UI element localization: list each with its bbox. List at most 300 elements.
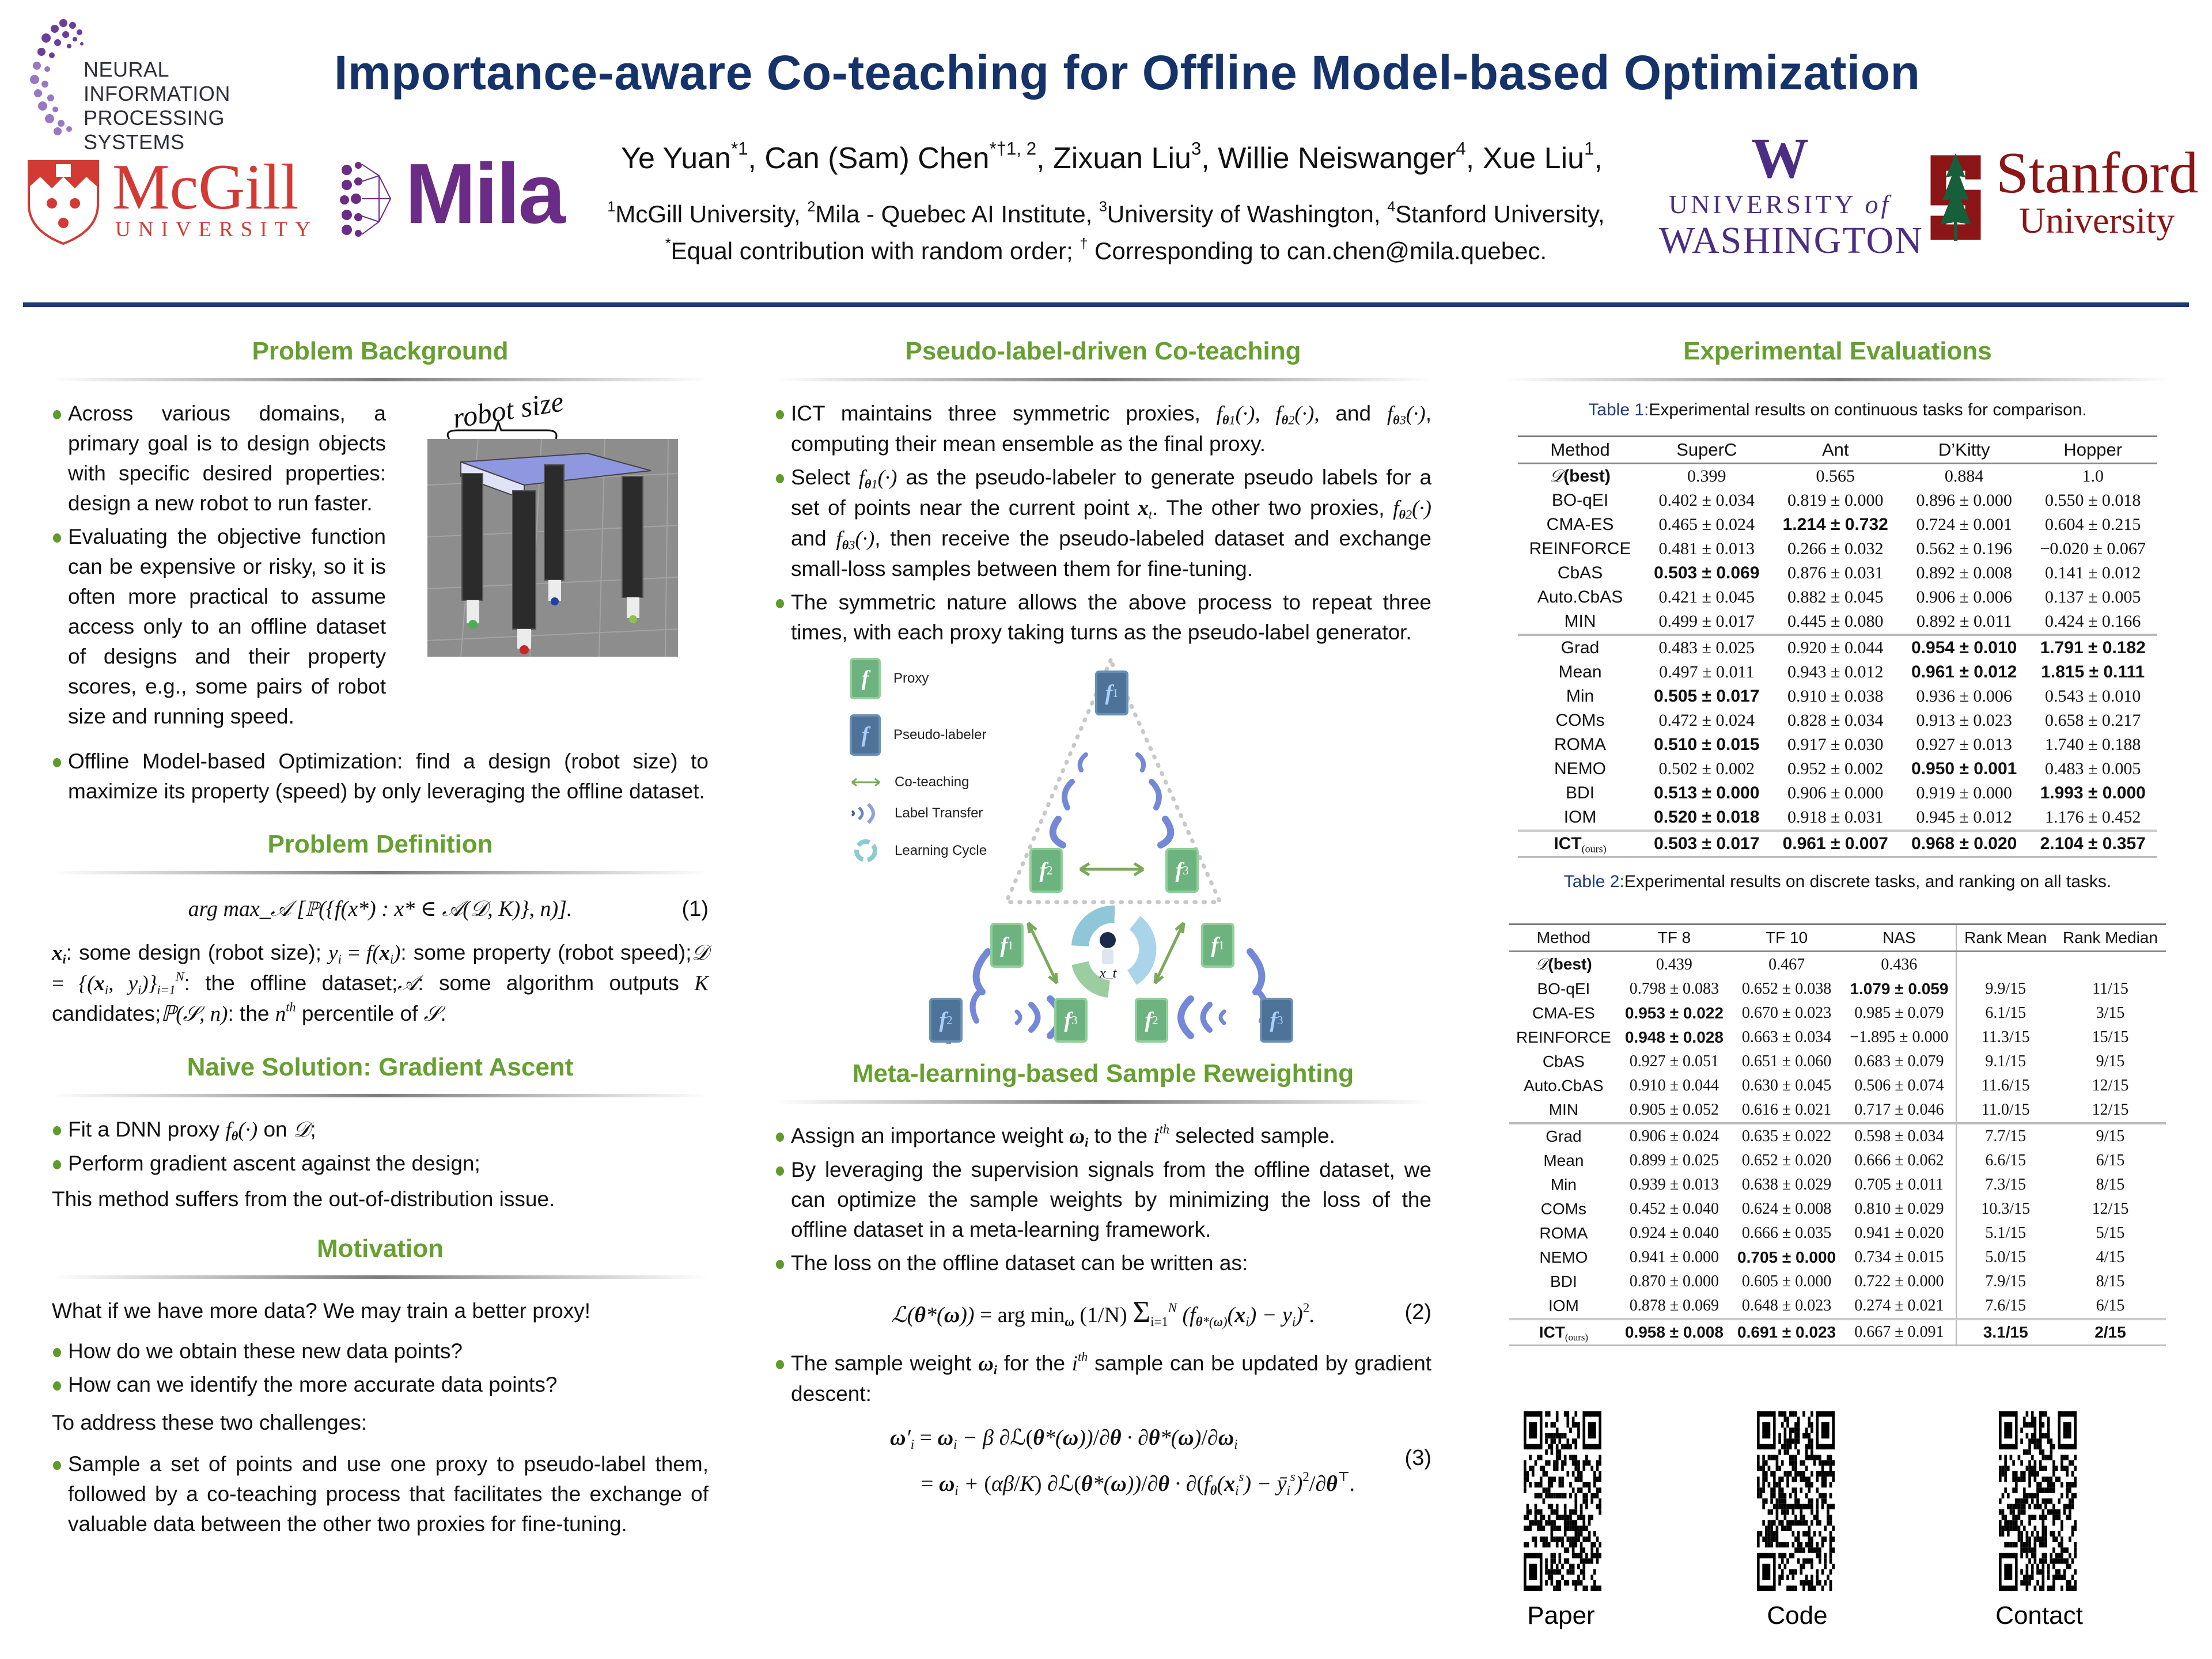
bullet-item: Evaluating the objective function can be expensive or risky, so it is often more practical to assume access only to an offline dataset of designs and their property scores, e.g., some pairs of robot size and running speed. [52, 522, 386, 732]
value-cell: 0.651 ± 0.060 [1741, 1052, 1832, 1070]
method-cell: CbAS [1557, 563, 1603, 582]
proxy-f1-right: f 1 [1201, 923, 1234, 968]
legend-pseudo-labeler: f Pseudo-labeler [850, 714, 986, 756]
value-cell: 7.9/15 [1956, 1270, 2055, 1294]
neurips-line1: NEURAL INFORMATION [84, 58, 230, 105]
bullet-item: Assign an importance weight $\omega_i$ to the $i^{th}$ selected sample. [775, 1121, 1431, 1152]
value-cell: 9/15 [2096, 1052, 2125, 1070]
value-cell: 0.936 ± 0.006 [1916, 687, 2012, 706]
method-cell: MIN [1564, 612, 1596, 631]
uw-mark: W [1751, 126, 1809, 190]
method-cell: Grad [1509, 1123, 1618, 1149]
table-row [1518, 537, 2157, 561]
column-header: TF 8 [1618, 925, 1730, 952]
bullet-item: Fit a DNN proxy $f_\theta(\cdot)$ on 𝒟; [52, 1115, 709, 1145]
method-cell: Min [1566, 687, 1594, 706]
value-cell: 0.734 ± 0.015 [1854, 1248, 1944, 1266]
proxy-f1-left: f 1 [990, 923, 1024, 968]
value-cell: 0.950 ± 0.001 [1911, 759, 2017, 778]
value-cell: 0.945 ± 0.012 [1916, 808, 2012, 827]
value-cell: 6.6/15 [1956, 1149, 2055, 1173]
value-cell: 12/15 [2092, 1101, 2129, 1119]
value-cell: 0.910 ± 0.044 [1629, 1077, 1719, 1094]
uw-logo [1659, 126, 1923, 262]
value-cell: −0.020 ± 0.067 [2040, 539, 2146, 558]
section-title: Motivation [317, 1234, 444, 1263]
value-cell: 0.917 ± 0.030 [1787, 735, 1884, 754]
equation-2: ℒ(θ*(ω)) = arg $\min_\omega (1/N)$ $\Sigma_{i=1}^N$ $(f_{\theta*(\omega)}(x_i) - y_i)^2$. (2) [775, 1286, 1431, 1338]
value-cell: 0.691 ± 0.023 [1730, 1319, 1843, 1346]
method-cell: 𝒟(best) [1535, 955, 1592, 974]
value-cell: 0.141 ± 0.012 [2044, 563, 2141, 582]
value-cell: 1.791 ± 0.182 [2028, 635, 2157, 660]
value-cell: 0.941 ± 0.020 [1854, 1224, 1944, 1242]
section-title: Problem Background [252, 337, 509, 365]
method-cell: NEMO [1539, 1248, 1588, 1266]
value-cell: 1.815 ± 0.111 [2041, 662, 2145, 681]
bullet-item: The sample weight $\omega_i$ for the $i^{th}$ sample can be updated by gradient descent: [775, 1349, 1431, 1409]
section-divider [775, 1100, 1431, 1104]
method-cell: COMs [1540, 1200, 1587, 1218]
table-row [1509, 952, 2166, 978]
value-cell: 0.565 [1816, 467, 1855, 486]
value-cell: 0.445 ± 0.080 [1787, 612, 1884, 631]
value-cell [2055, 952, 2166, 978]
value-cell: 0.941 ± 0.000 [1629, 1248, 1719, 1266]
value-cell: 0.666 ± 0.062 [1854, 1152, 1944, 1169]
value-cell: 0.954 ± 0.010 [1900, 635, 2028, 660]
value-cell: 3.1/15 [1956, 1319, 2055, 1346]
table-row [1509, 1149, 2166, 1173]
section-title: Meta-learning-based Sample Reweighting [852, 1059, 1354, 1088]
value-cell: 3/15 [2096, 1004, 2125, 1022]
affiliation-list: $^1$McGill University, $^2$Mila - Quebec AI Institute, $^3$University of Washington, $^4$Stanford University, [607, 199, 1605, 228]
value-cell: 0.550 ± 0.018 [2044, 491, 2141, 510]
method-cell: ROMA [1539, 1224, 1588, 1242]
equal-contribution-note: Equal contribution with random order; [671, 237, 1073, 264]
affiliation: McGill University [615, 200, 794, 228]
table-row [1509, 1050, 2166, 1074]
value-cell: 0.798 ± 0.083 [1629, 980, 1719, 998]
affiliation: Mila - Quebec AI Institute [815, 200, 1086, 228]
current-point-label: x_t [1100, 966, 1117, 981]
table-row [1518, 733, 2157, 757]
value-cell: 0.910 ± 0.038 [1787, 687, 1884, 706]
method-cell: CMA-ES [1532, 1004, 1595, 1022]
table-continuous-results [1518, 435, 2157, 858]
section-divider [52, 1094, 709, 1097]
legend-coteaching: Co-teaching [850, 774, 969, 790]
bullet-item: The loss on the offline dataset can be written as: [775, 1248, 1431, 1278]
value-cell: 0.472 ± 0.024 [1658, 711, 1755, 730]
code-qr-code[interactable] [1757, 1411, 1835, 1591]
section-title: Pseudo-label-driven Co-teaching [905, 337, 1301, 365]
value-cell: 0.467 [1768, 955, 1805, 974]
value-cell: 0.658 ± 0.217 [2044, 711, 2141, 730]
poster-title: Importance-aware Co-teaching for Offline Model-based Optimization [334, 46, 1921, 100]
value-cell: 0.439 [1656, 955, 1692, 974]
reweighting-section [775, 1056, 1431, 1513]
table-row [1509, 1098, 2166, 1123]
equation-3: $\omega'_i = \omega_i - \beta$ ∂ℒ(θ*(ω))/∂θ · $\partial\theta*(\omega)/\partial\omega_i$ = $\omega_i + (\alpha\beta/K)$ ∂ℒ(θ*(ω))/∂θ · $\partial(f_\theta(x_i^s)$ − $ȳ_i^s)^2/\partial\theta^⊤$. (3) [890, 1426, 1431, 1498]
affiliation: Stanford University [1395, 200, 1598, 228]
stanford-sub: University [2019, 200, 2175, 241]
column-header: TF 10 [1730, 925, 1843, 952]
table2-caption: Table 2:Experimental results on discrete tasks, and ranking on all tasks. [1563, 872, 2112, 891]
corresponding-note: Corresponding to can.chen@mila.quebec. [1094, 237, 1547, 264]
value-cell: 4/15 [2096, 1248, 2125, 1266]
value-cell: 0.652 ± 0.020 [1741, 1152, 1832, 1169]
value-cell: 0.481 ± 0.013 [1658, 539, 1755, 558]
column-header: Hopper [2028, 437, 2157, 464]
table-row [1518, 464, 2157, 489]
method-cell: $ICT_{(ours)}$ [1518, 831, 1642, 857]
section-divider [1503, 378, 2172, 381]
value-cell: 0.961 ± 0.007 [1771, 831, 1900, 857]
value-cell: 5.1/15 [1956, 1221, 2055, 1245]
mcgill-logo [26, 151, 318, 245]
bullet-item: The symmetric nature allows the above process to repeat three times, with each proxy taking turns as the pseudo-label generator. [775, 588, 1431, 647]
value-cell: 0.899 ± 0.025 [1629, 1152, 1719, 1169]
table-row [1518, 831, 2157, 857]
bullet-item: ICT maintains three symmetric proxies, $f_{\theta 1}(\cdot)$, $f_{\theta 2}(\cdot)$, and $f_{\theta 3}(\cdot)$, computing their mean ensemble as the final proxy. [775, 399, 1431, 459]
method-cell: MIN [1548, 1101, 1579, 1119]
table-row [1518, 609, 2157, 635]
problem-definition-section [52, 827, 709, 1029]
column-header: Method [1509, 925, 1618, 952]
table-row [1518, 781, 2157, 805]
table-row [1509, 1123, 2166, 1149]
value-cell: 0.961 ± 0.012 [1911, 662, 2017, 681]
value-cell: 6.1/15 [1956, 1001, 2055, 1025]
value-cell: 0.137 ± 0.005 [2044, 588, 2141, 607]
method-cell: Min [1550, 1176, 1577, 1194]
table-row [1509, 1245, 2166, 1270]
value-cell: 0.943 ± 0.012 [1787, 662, 1884, 681]
value-cell: 11.0/15 [1956, 1098, 2055, 1123]
equation-number: (1) [681, 897, 709, 921]
author: Xue Liu$^1$ [1482, 138, 1594, 175]
value-cell: 0.892 ± 0.008 [1916, 563, 2012, 582]
value-cell: 0.503 ± 0.017 [1642, 831, 1771, 857]
motivation-section [52, 1232, 709, 1539]
poster-header [0, 0, 2212, 300]
neurips-logo [29, 17, 317, 154]
value-cell: 0.520 ± 0.018 [1654, 808, 1760, 827]
value-cell: 0.616 ± 0.021 [1741, 1101, 1832, 1119]
table-row [1509, 1074, 2166, 1098]
value-cell: 0.513 ± 0.000 [1654, 783, 1760, 802]
value-cell: 0.483 ± 0.005 [2044, 759, 2141, 778]
value-cell: 0.638 ± 0.029 [1741, 1176, 1832, 1194]
value-cell: 8/15 [2096, 1176, 2125, 1194]
value-cell: 0.906 ± 0.024 [1618, 1123, 1730, 1149]
value-cell: 0.421 ± 0.045 [1658, 588, 1755, 607]
value-cell: 6/15 [2096, 1152, 2125, 1169]
value-cell: 11.6/15 [1956, 1074, 2055, 1098]
table-row [1509, 1197, 2166, 1221]
value-cell: 9.9/15 [1956, 977, 2055, 1001]
value-cell: 12/15 [2092, 1077, 2129, 1094]
table-row [1509, 977, 2166, 1001]
value-cell: 0.670 ± 0.023 [1741, 1004, 1832, 1022]
value-cell: 0.506 ± 0.074 [1854, 1077, 1944, 1094]
table-row [1518, 488, 2157, 513]
value-cell: 0.705 ± 0.011 [1854, 1176, 1944, 1194]
table-row [1509, 1221, 2166, 1245]
value-cell: 0.667 ± 0.091 [1843, 1319, 1956, 1346]
robot-image [426, 399, 680, 658]
value-cell: 0.882 ± 0.045 [1787, 588, 1884, 607]
method-cell: Auto.CbAS [1524, 1077, 1604, 1094]
value-cell: 7.3/15 [1956, 1173, 2055, 1197]
section-divider [775, 378, 1431, 381]
section-title: Experimental Evaluations [1683, 337, 1992, 365]
method-cell: Mean [1558, 662, 1602, 681]
bullet-item: Across various domains, a primary goal is to design objects with specific desired properties: design a new robot to run faster. [52, 399, 386, 518]
value-cell: 11/15 [2092, 980, 2128, 998]
value-cell: 0.605 ± 0.000 [1741, 1272, 1832, 1290]
method-cell: CMA-ES [1546, 515, 1614, 534]
paper-qr-code[interactable] [1524, 1411, 1601, 1591]
value-cell: 1.176 ± 0.452 [2044, 808, 2141, 827]
table-row [1509, 1319, 2166, 1346]
value-cell: 0.953 ± 0.022 [1624, 1004, 1724, 1022]
column-header: SuperC [1642, 437, 1771, 464]
value-cell: 0.624 ± 0.008 [1741, 1200, 1832, 1218]
value-cell: 12/15 [2092, 1200, 2129, 1218]
method-cell: IOM [1563, 808, 1597, 827]
value-cell: 0.920 ± 0.044 [1771, 635, 1900, 660]
left-column [52, 334, 709, 1543]
value-cell: 6/15 [2096, 1297, 2125, 1315]
value-cell: 0.896 ± 0.000 [1916, 491, 2012, 510]
mila-name: Mila [405, 146, 564, 241]
proxy-icon: f [850, 658, 881, 699]
value-cell: 0.876 ± 0.031 [1787, 563, 1884, 582]
value-cell: 0.870 ± 0.000 [1629, 1272, 1719, 1290]
method-cell: $ICT_{(ours)}$ [1509, 1319, 1618, 1346]
affiliation: University of Washington [1107, 200, 1374, 228]
value-cell: 1.740 ± 0.188 [2044, 735, 2141, 754]
coteaching-diagram [844, 652, 1362, 1044]
method-cell: NEMO [1554, 759, 1607, 778]
value-cell: 0.562 ± 0.196 [1916, 539, 2012, 558]
definition-text: $x_i$: some design (robot size); $y_i = f(x_i)$: some property (robot speed);𝒟 = {($x_i$, $y_i)\}_{i=1}^N$: the offline dataset;𝒜: some algorithm outputs K candidates;ℙ(𝒮, n): the $n^{th}$ percentile of 𝒮. [52, 941, 709, 1026]
value-cell: 5/15 [2096, 1224, 2125, 1242]
value-cell: 0.722 ± 0.000 [1854, 1272, 1944, 1290]
value-cell: 0.399 [1687, 467, 1726, 486]
neurips-dots-icon [29, 17, 86, 138]
motivation-intro: What if we have more data? We may train a better proxy! [52, 1299, 591, 1323]
column-header: Ant [1771, 437, 1900, 464]
stanford-tree-icon [1924, 149, 1987, 247]
value-cell: 0.717 ± 0.046 [1854, 1101, 1944, 1119]
value-cell: 0.985 ± 0.079 [1854, 1004, 1944, 1022]
column-header: Rank Median [2055, 925, 2166, 952]
naive-conclusion: This method suffers from the out-of-distribution issue. [52, 1187, 555, 1211]
value-cell [1956, 952, 2055, 978]
value-cell: 0.919 ± 0.000 [1916, 783, 2012, 802]
method-cell: Auto.CbAS [1537, 588, 1623, 607]
method-cell: REINFORCE [1529, 539, 1631, 558]
value-cell: 0.913 ± 0.023 [1916, 711, 2012, 730]
value-cell: 0.604 ± 0.215 [2044, 515, 2141, 534]
qr-code-row [1521, 1411, 2189, 1642]
value-cell: 0.635 ± 0.022 [1730, 1123, 1843, 1149]
uw-of: of [1865, 190, 1892, 219]
qr-label-paper: Paper [1527, 1601, 1595, 1630]
value-cell: 0.452 ± 0.040 [1629, 1200, 1719, 1218]
value-cell: 0.892 ± 0.011 [1916, 612, 2012, 631]
value-cell: 0.705 ± 0.000 [1737, 1248, 1836, 1266]
value-cell: 0.424 ± 0.166 [2044, 612, 2141, 631]
pseudo-labeler-f1: f 1 [1095, 671, 1128, 715]
proxy-f3: f 3 [1165, 848, 1199, 893]
value-cell: 0.878 ± 0.069 [1629, 1297, 1719, 1315]
method-cell: BO-qEI [1551, 491, 1609, 510]
table-row [1518, 660, 2157, 684]
value-cell: 0.274 ± 0.021 [1854, 1297, 1944, 1315]
author: Zixuan Liu$^3$ [1053, 138, 1202, 175]
value-cell: 0.819 ± 0.000 [1787, 491, 1884, 510]
value-cell: 0.918 ± 0.031 [1787, 808, 1884, 827]
value-cell: 0.652 ± 0.038 [1741, 980, 1832, 998]
method-cell: COMs [1555, 711, 1605, 730]
value-cell: 0.958 ± 0.008 [1618, 1319, 1730, 1346]
motivation-transition: To address these two challenges: [52, 1411, 368, 1434]
value-cell: 0.939 ± 0.013 [1629, 1176, 1719, 1194]
column-header: NAS [1843, 925, 1956, 952]
author: Ye Yuan$^{*1}$ [621, 138, 748, 175]
value-cell: 0.510 ± 0.015 [1654, 735, 1760, 754]
table-row [1518, 635, 2157, 660]
value-cell: 0.483 ± 0.025 [1642, 635, 1771, 660]
legend-proxy: f Proxy [850, 658, 929, 699]
equation-number: (2) [1404, 1300, 1431, 1324]
method-cell: CbAS [1542, 1052, 1585, 1070]
column-header: Method [1518, 437, 1642, 464]
value-cell: 0.465 ± 0.024 [1658, 515, 1755, 534]
value-cell: 0.906 ± 0.006 [1916, 588, 2012, 607]
value-cell: 0.952 ± 0.002 [1787, 759, 1884, 778]
method-cell: Mean [1543, 1152, 1584, 1169]
contact-qr-code[interactable] [1999, 1411, 2077, 1591]
pseudo-labeler-f2: f 2 [929, 998, 963, 1043]
value-cell: 11.3/15 [1956, 1025, 2055, 1050]
value-cell: 8/15 [2096, 1272, 2125, 1290]
value-cell: 0.266 ± 0.032 [1787, 539, 1884, 558]
qr-label-code: Code [1767, 1601, 1828, 1630]
value-cell: 0.497 ± 0.011 [1659, 662, 1755, 681]
section-divider [52, 378, 709, 381]
stanford-logo [1924, 141, 2212, 247]
bullet-item: How do we obtain these new data points? [52, 1336, 709, 1366]
value-cell: 0.630 ± 0.045 [1741, 1077, 1832, 1094]
mcgill-sub: UNIVERSITY [115, 218, 318, 241]
method-cell: Grad [1518, 635, 1642, 660]
experiments-section [1503, 334, 2172, 1346]
value-cell: 0.598 ± 0.034 [1843, 1123, 1956, 1149]
value-cell: 0.810 ± 0.029 [1854, 1200, 1944, 1218]
value-cell: 0.948 ± 0.028 [1624, 1028, 1724, 1046]
value-cell: 0.683 ± 0.079 [1854, 1052, 1944, 1070]
value-cell: 0.905 ± 0.052 [1629, 1101, 1719, 1119]
method-cell: IOM [1548, 1297, 1579, 1315]
value-cell: 1.079 ± 0.059 [1850, 980, 1949, 998]
value-cell: 0.927 ± 0.013 [1916, 735, 2012, 754]
equation-number: (3) [1404, 1446, 1431, 1470]
table-row [1518, 757, 2157, 781]
qr-label-contact: Contact [1995, 1601, 2083, 1630]
value-cell: −1.895 ± 0.000 [1850, 1028, 1949, 1046]
author-notes: *Equal contribution with random order; † Corresponding to can.chen@mila.quebec. [665, 236, 1547, 264]
author: Willie Neiswanger$^4$ [1218, 138, 1466, 175]
legend-learning-cycle: Learning Cycle [850, 836, 987, 865]
author: Can (Sam) Chen$^{*\dagger 1, 2}$ [764, 138, 1037, 175]
author-list: Ye Yuan$^{*1}$, Can (Sam) Chen$^{*\dagger 1, 2}$, Zixuan Liu$^3$, Willie Neiswanger$^4$, Xue Liu$^1$, [621, 138, 1603, 175]
section-divider [52, 1275, 709, 1279]
coteaching-section [775, 334, 1431, 1044]
table-discrete-results [1509, 923, 2166, 1346]
bullet-item: Sample a set of points and use one proxy to pseudo-label them, followed by a co-teaching process that facilitates the exchange of valuable data between the other two proxies for fine-tuning. [52, 1449, 709, 1539]
value-cell: 0.924 ± 0.040 [1629, 1224, 1719, 1242]
uw-line1: UNIVERSITY [1668, 190, 1855, 219]
proxy-f2: f 2 [1029, 848, 1063, 893]
mcgill-name: McGill [112, 151, 299, 223]
value-cell: 2.104 ± 0.357 [2028, 831, 2157, 857]
method-cell: BO-qEI [1537, 980, 1590, 998]
proxy-f3-bottom: f 3 [1054, 998, 1088, 1043]
value-cell: 5.0/15 [1956, 1245, 2055, 1270]
robot-figure [426, 385, 680, 658]
pseudo-labeler-f3: f 3 [1260, 998, 1293, 1043]
mcgill-shield-icon [26, 158, 101, 245]
value-cell: 0.502 ± 0.002 [1658, 759, 1755, 778]
stanford-name: Stanford [1996, 141, 2199, 206]
column-header: D’Kitty [1900, 437, 2028, 464]
value-cell: 1.214 ± 0.732 [1782, 515, 1888, 534]
table-row [1509, 1173, 2166, 1197]
equation-1-body: arg max_𝒜 [ℙ({f(x*) : x* ∈ 𝒜(𝒟, K)}, n)]. [188, 897, 573, 921]
middle-column [775, 334, 1431, 1513]
table-row [1518, 709, 2157, 733]
value-cell: 0.724 ± 0.001 [1916, 515, 2012, 534]
bullet-item: How can we identify the more accurate data points? [52, 1370, 709, 1400]
bullet-item: Perform gradient ascent against the design; [52, 1149, 709, 1179]
method-cell: BDI [1566, 783, 1595, 802]
value-cell: 0.884 [1944, 467, 1984, 486]
table-row [1518, 805, 2157, 831]
neurips-line2: PROCESSING SYSTEMS [84, 106, 225, 154]
column-header: Rank Mean [1956, 925, 2055, 952]
table-row [1518, 561, 2157, 585]
bullet-item: Offline Model-based Optimization: find a design (robot size) to maximize its property (speed) by only leveraging the offline dataset. [52, 747, 709, 806]
value-cell: 0.968 ± 0.020 [1900, 831, 2028, 857]
value-cell: 0.828 ± 0.034 [1787, 711, 1884, 730]
right-column [1503, 334, 2172, 1346]
value-cell: 9/15 [2055, 1123, 2166, 1149]
section-title: Naive Solution: Gradient Ascent [187, 1053, 574, 1081]
robot-size-label: robot size [450, 385, 566, 434]
value-cell: 0.927 ± 0.051 [1629, 1052, 1719, 1070]
section-title: Problem Definition [267, 830, 493, 858]
value-cell: 0.543 ± 0.010 [2044, 687, 2141, 706]
table-row [1518, 684, 2157, 709]
table-row [1509, 1270, 2166, 1294]
value-cell: 9.1/15 [1956, 1050, 2055, 1074]
value-cell: 0.505 ± 0.017 [1654, 687, 1760, 706]
